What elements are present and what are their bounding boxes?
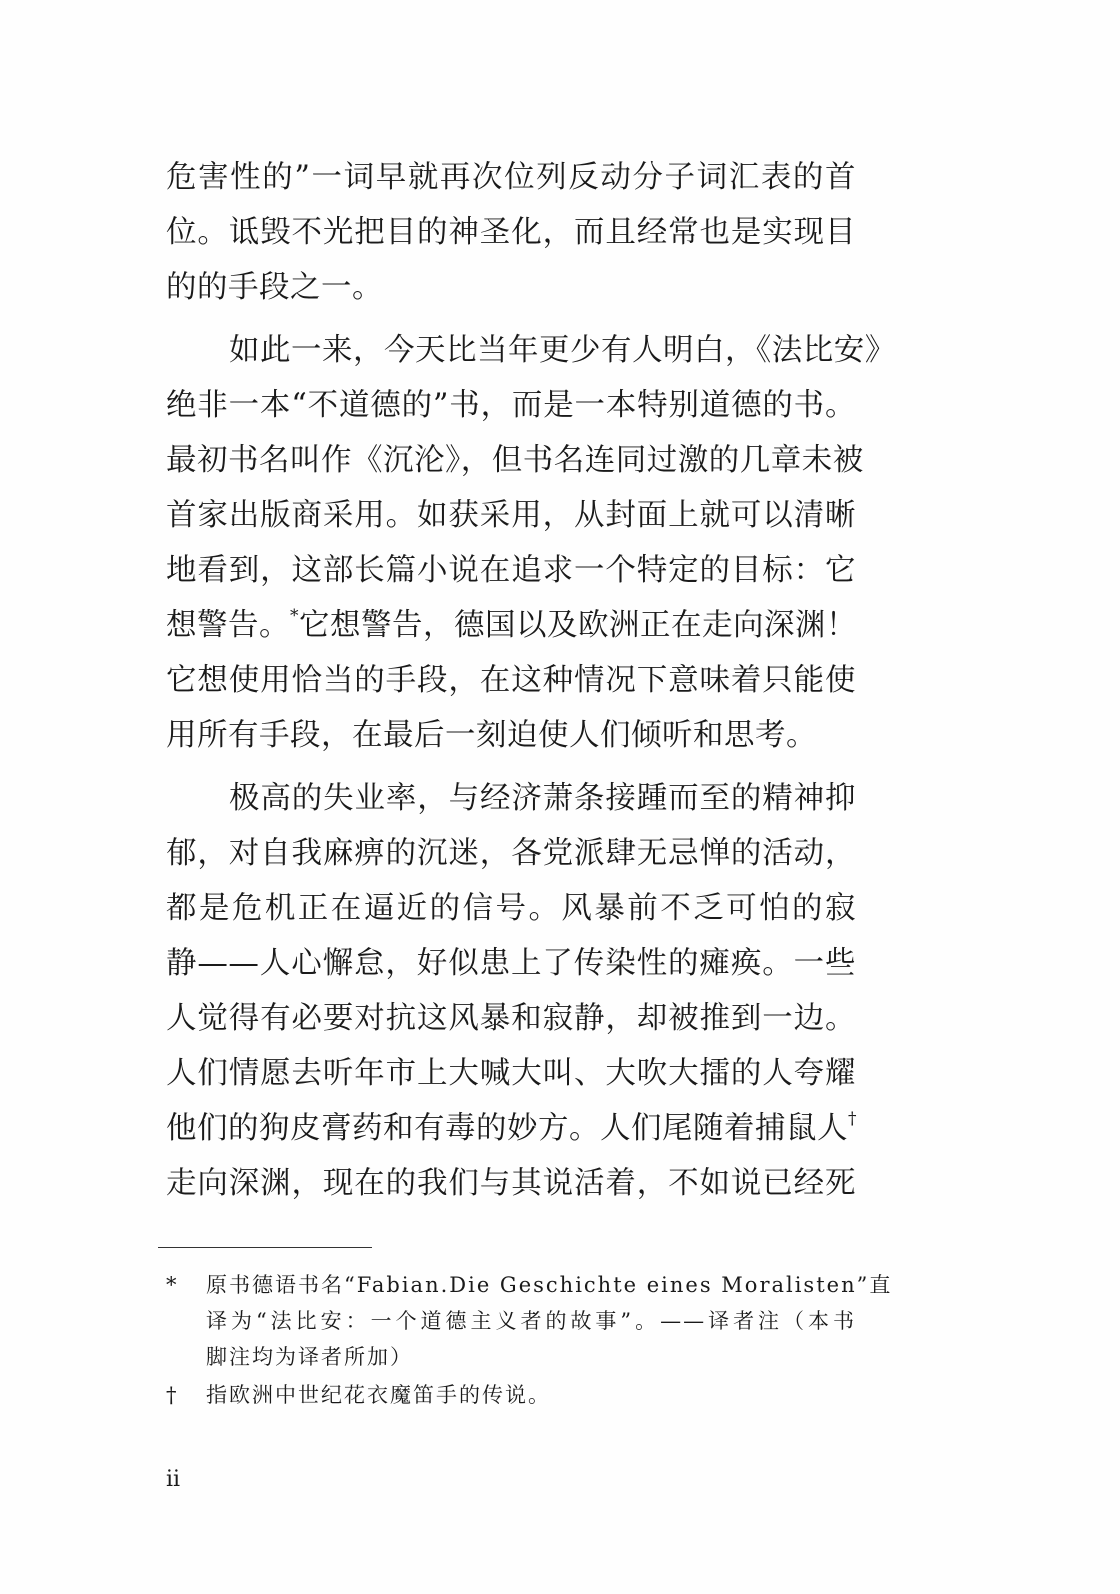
footnote-marker-dagger: † <box>848 1109 857 1129</box>
text-line: 走向深渊，现在的我们与其说活着，不如说已经死 <box>166 1166 856 1201</box>
text-line: 它想使用恰当的手段，在这种情况下意味着只能使 <box>166 663 856 698</box>
text-line: 地看到，这部长篇小说在追求一个特定的目标：它 <box>166 553 856 588</box>
text-segment: 想警告。 <box>166 608 290 643</box>
text-line: 如此一来，今天比当年更少有人明白，《法比安》 <box>229 333 896 368</box>
text-line: 极高的失业率，与经济萧条接踵而至的精神抑 <box>229 781 856 816</box>
text-line: 都是危机正在逼近的信号。风暴前不乏可怕的寂 <box>166 891 856 926</box>
footnote-line <box>166 1377 856 1413</box>
footnote-text: 译为“法比安：一个道德主义者的故事”。——译者注（本书 <box>206 1309 856 1333</box>
text-line: 位。诋毁不光把目的神圣化，而且经常也是实现目 <box>166 215 856 250</box>
body-text <box>166 150 896 1211</box>
footnote-line <box>166 1303 856 1339</box>
footnote-line <box>166 1267 893 1303</box>
text-line: 人觉得有必要对抗这风暴和寂静，却被推到一边。 <box>166 1001 856 1036</box>
text-segment: 他们的狗皮膏药和有毒的妙方。人们尾随着捕鼠人 <box>166 1111 848 1146</box>
footnote-line <box>166 1339 856 1375</box>
footnote-text: 原书德语书名“Fabian.Die Geschichte eines Moralisten”直 <box>206 1273 893 1297</box>
footnote-marker: * <box>166 1273 179 1297</box>
footnote-text: 脚注均为译者所加） <box>206 1345 413 1369</box>
footnote-marker-asterisk: * <box>290 606 299 626</box>
text-line: 绝非一本“不道德的”书，而是一本特别道德的书。 <box>166 388 856 423</box>
text-segment: 它想警告，德国以及欧洲正在走向深渊！ <box>299 608 857 643</box>
text-line: 危害性的”一词早就再次位列反动分子词汇表的首 <box>166 160 856 195</box>
text-line-with-footnote <box>166 1101 856 1156</box>
text-line: 静——人心懈怠，好似患上了传染性的瘫痪。一些 <box>166 946 856 981</box>
footnote-rule <box>158 1247 372 1248</box>
text-line: 的的手段之一。 <box>166 270 383 305</box>
text-line: 人们情愿去听年市上大喊大叫、大吹大擂的人夸耀 <box>166 1056 856 1091</box>
footnote-marker: † <box>166 1383 179 1407</box>
text-line: 最初书名叫作《沉沦》，但书名连同过激的几章未被 <box>166 443 864 478</box>
footnote-text: 指欧洲中世纪花衣魔笛手的传说。 <box>206 1383 551 1407</box>
footnotes <box>166 1267 893 1413</box>
text-line-with-footnote <box>166 598 856 653</box>
page-number: ii <box>166 1467 181 1492</box>
text-line: 郁，对自我麻痹的沉迷，各党派肆无忌惮的活动， <box>166 836 856 871</box>
text-line: 首家出版商采用。如获采用，从封面上就可以清晰 <box>166 498 856 533</box>
text-line: 用所有手段，在最后一刻迫使人们倾听和思考。 <box>166 718 817 753</box>
